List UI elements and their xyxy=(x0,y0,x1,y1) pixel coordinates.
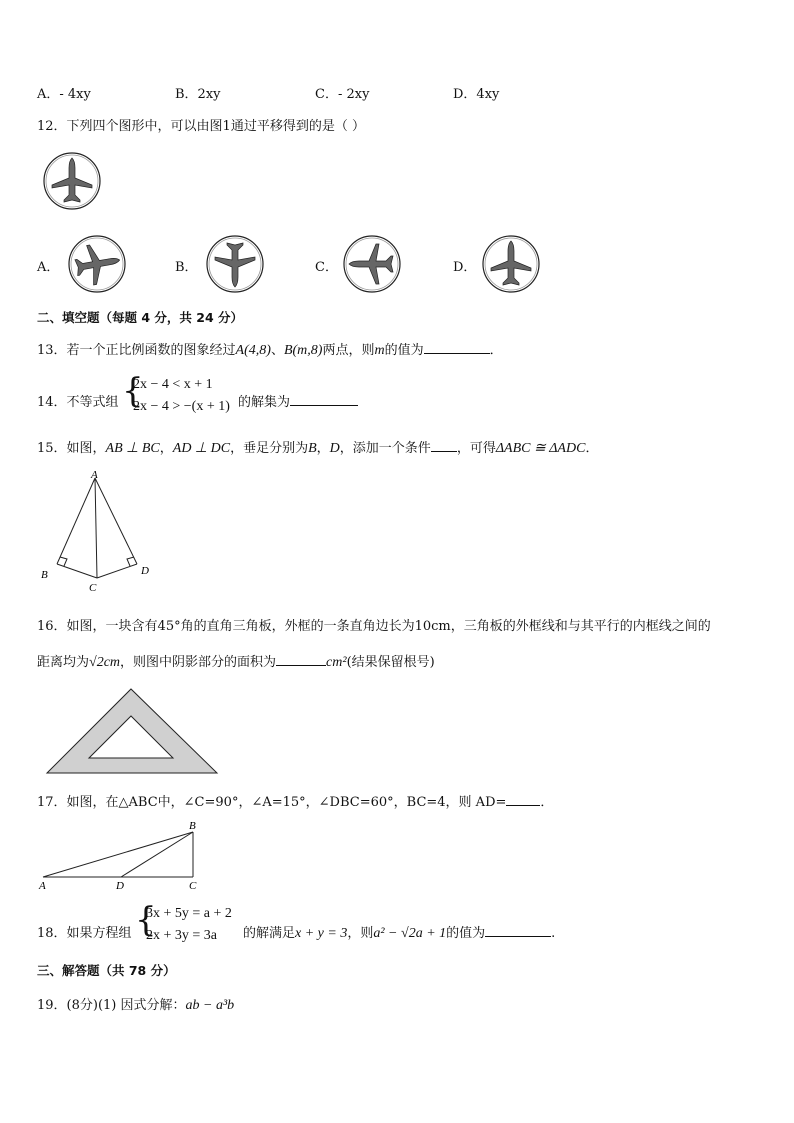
q12-option-a-plane xyxy=(67,235,127,293)
q15-b: B xyxy=(308,441,317,456)
q16-mid2: ，则图中阴影部分的面积为 xyxy=(120,655,277,670)
q15-label-a: A xyxy=(91,469,98,481)
q18-line2: 2x + 3y = 3a xyxy=(146,928,218,943)
q16-dist: √2cm xyxy=(89,655,121,670)
q17-label-a: A xyxy=(39,880,46,892)
q18-post: 的值为 xyxy=(446,926,486,941)
q13-post: 的值为 xyxy=(384,343,424,358)
q12-option-c-plane xyxy=(342,235,402,293)
q12-option-b: B． xyxy=(175,260,198,275)
q13-mid: 两点，则 xyxy=(322,343,375,358)
q16-unit: cm² xyxy=(326,655,347,670)
q19 xyxy=(37,994,234,1014)
section3-heading: 三、解答题（共 78 分） xyxy=(37,963,176,978)
q19-pre: 19．(8分)(1) 因式分解： xyxy=(37,998,186,1013)
q14-line2: 2x − 4 > −(x + 1) xyxy=(133,399,230,414)
q12-option-c: C． xyxy=(315,260,338,275)
q14-line1: 2x − 4 < x + 1 xyxy=(133,377,213,392)
q13-sep: 、 xyxy=(270,343,284,358)
q15 xyxy=(37,437,598,457)
q15-label-d: D xyxy=(141,565,149,577)
q15-end: ． xyxy=(585,441,599,456)
q15-pre: 15．如图， xyxy=(37,441,106,456)
q15-mid2: ，添加一个条件 xyxy=(339,441,431,456)
q17-end: ． xyxy=(540,795,554,810)
q15-d: D xyxy=(329,441,340,456)
q15-label-c: C xyxy=(89,582,97,594)
q13 xyxy=(37,339,503,359)
q17-label-c: C xyxy=(189,880,197,892)
q12-option-d: D． xyxy=(453,260,477,275)
q15-comma1: ， xyxy=(159,441,173,456)
q16-set-square-figure xyxy=(45,683,220,778)
q18-brace: { xyxy=(135,900,157,940)
q14-pre: 14．不等式组 xyxy=(37,395,119,410)
q16-line2 xyxy=(37,651,435,671)
q18-expr: a² − √2a + 1 xyxy=(373,926,447,941)
q16-post2: (结果保留根号) xyxy=(346,655,435,670)
q16-answer-blank[interactable] xyxy=(276,653,326,666)
q17-triangle-figure xyxy=(37,818,207,893)
q17 xyxy=(37,791,553,810)
q11-option-c: C．- 2xy xyxy=(315,87,370,102)
q12-option-d-plane xyxy=(481,235,541,293)
q19-expr: ab − a³b xyxy=(185,998,235,1013)
q13-point-a: A(4,8) xyxy=(235,343,271,358)
q18-mid2: ，则 xyxy=(347,926,374,941)
q12-option-b-plane xyxy=(205,235,265,293)
q18-answer-blank[interactable] xyxy=(485,924,551,937)
q13-end: ． xyxy=(489,343,503,358)
q13-m: m xyxy=(374,343,385,358)
q11-option-d: D．4xy xyxy=(453,87,500,102)
q17-label-b: B xyxy=(189,820,196,832)
q15-mid3: ，可得 xyxy=(456,441,496,456)
q11-option-b: B．2xy xyxy=(175,87,221,102)
q18-pre: 18．如果方程组 xyxy=(37,926,132,941)
q16-line1: 16．如图，一块含有45°角的直角三角板，外框的一条直角边长为10cm，三角板的外框线和与其平行的内框线之间的 xyxy=(37,619,711,634)
q14-post: 的解集为 xyxy=(238,395,291,410)
q13-pre: 13．若一个正比例函数的图象经过 xyxy=(37,343,236,358)
q13-point-b: B(m,8) xyxy=(283,343,323,358)
q18-cond: x + y = 3 xyxy=(295,926,348,941)
q16-pre2: 距离均为 xyxy=(37,655,90,670)
q15-label-b: B xyxy=(41,569,48,581)
q18-mid: 的解满足 xyxy=(243,926,296,941)
q18-rest xyxy=(243,922,555,942)
q14-answer-blank[interactable] xyxy=(290,393,358,406)
q15-kite-figure xyxy=(37,468,157,594)
q17-answer-blank[interactable] xyxy=(506,793,540,806)
q12-figure1-plane xyxy=(42,152,102,210)
q15-conclusion: ΔABC ≅ ΔADC xyxy=(495,441,586,456)
q15-cond1: AB ⊥ BC xyxy=(105,441,160,456)
q15-cond2: AD ⊥ DC xyxy=(172,441,231,456)
q15-comma2: ， xyxy=(316,441,330,456)
q18-end: . xyxy=(551,926,556,941)
q15-mid: ，垂足分别为 xyxy=(230,441,309,456)
section2-heading: 二、填空题（每题 4 分，共 24 分） xyxy=(37,310,244,325)
q12-stem: 12．下列四个图形中，可以由图1通过平移得到的是（ ） xyxy=(37,119,365,134)
q12-option-a: A． xyxy=(37,260,60,275)
q11-option-a: A．- 4xy xyxy=(37,87,91,102)
q18-line1: 3x + 5y = a + 2 xyxy=(146,906,232,921)
q17-text: 17．如图，在△ABC中，∠C=90°，∠A=15°，∠DBC=60°，BC=4，则 AD= xyxy=(37,795,507,810)
q13-answer-blank[interactable] xyxy=(424,341,490,354)
q14-post-wrap xyxy=(238,391,358,410)
q15-answer-blank[interactable] xyxy=(431,439,457,452)
q17-label-d: D xyxy=(116,880,124,892)
q14-brace: { xyxy=(122,371,144,411)
